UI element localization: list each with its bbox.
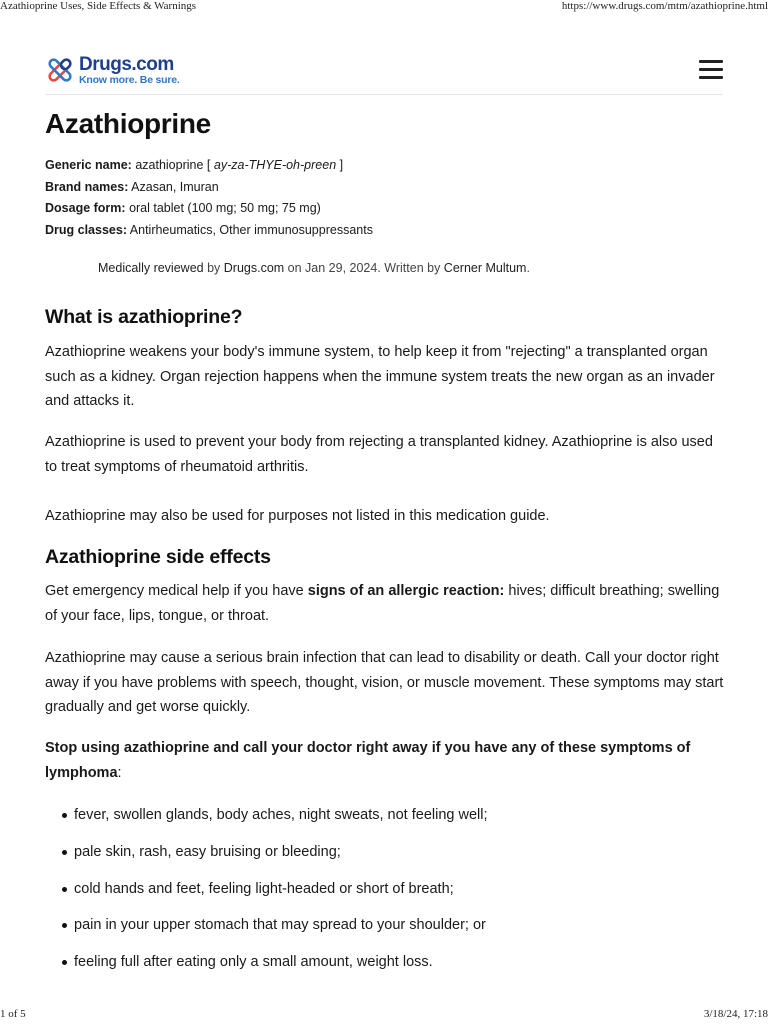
writer-link[interactable]: Cerner Multum	[443, 261, 527, 275]
drug-classes-label: Drug classes:	[45, 222, 127, 237]
lymphoma-symptom-list	[62, 803, 488, 987]
generic-name-label: Generic name:	[45, 158, 132, 172]
medical-review-note	[98, 261, 530, 275]
drug-classes-row	[45, 220, 373, 242]
list-item: fever, swollen glands, body aches, night sweats, not feeling well;	[62, 803, 488, 828]
review-suffix: .	[526, 261, 530, 275]
logo-tagline: Know more. Be sure.	[79, 73, 180, 86]
page-title: Azathioprine	[45, 108, 211, 139]
reviewer-link[interactable]: Drugs.com	[223, 261, 285, 275]
list-item: pale skin, rash, easy bruising or bleeding;	[62, 840, 488, 865]
page-number: 1 of 5	[0, 1008, 26, 1020]
dosage-form-value: oral tablet (100 mg; 50 mg; 75 mg)	[129, 201, 321, 215]
drug-facts	[45, 155, 373, 241]
drugs-com-logo[interactable]	[45, 54, 180, 86]
brand-names-label: Brand names:	[45, 179, 129, 194]
side-effects-heading: Azathioprine side effects	[45, 546, 271, 568]
what-is-paragraph-3: Azathioprine may also be used for purposes not listed in this medication guide.	[45, 508, 550, 524]
print-url: https://www.drugs.com/mtm/azathioprine.html	[561, 0, 768, 12]
side-effects-paragraph-2: Azathioprine may cause a serious brain infection that can lead to disability or death. Call your doctor right away if you have problems with speech, thought, vision, or muscle movement. These symptoms may start gradually and get worse quickly.	[45, 650, 724, 715]
side-effects-paragraph-1	[45, 579, 725, 628]
review-prefix[interactable]: Medically reviewed	[98, 261, 204, 275]
lymphoma-warning-bold: Stop using azathioprine and call your doctor right away if you have any of these symptoms of lymphoma	[45, 740, 691, 781]
what-is-paragraph-1: Azathioprine weakens your body's immune system, to help keep it from "rejecting" a transplanted organ such as a kidney. Organ rejection happens when the immune system treats the new organ as an invader and attacks it.	[45, 344, 715, 409]
site-header	[45, 50, 723, 95]
allergy-text-post: hives; difficult breathing; swelling of your face, lips, tongue, or throat.	[45, 583, 720, 624]
logo-pill-icon	[45, 55, 75, 85]
print-header	[0, 0, 768, 12]
brand-names-value[interactable]: Azasan, Imuran	[131, 179, 219, 194]
dosage-form-label: Dosage form:	[45, 201, 126, 215]
side-effects-paragraph-3	[45, 736, 725, 785]
what-is-heading: What is azathioprine?	[45, 306, 243, 328]
lymphoma-warning-post: :	[117, 764, 122, 781]
list-item: pain in your upper stomach that may spread to your shoulder; or	[62, 913, 488, 938]
hamburger-menu-icon[interactable]	[699, 60, 723, 80]
brand-names-row	[45, 177, 373, 199]
drug-classes-value[interactable]: Antirheumatics, Other immunosuppressants	[129, 222, 373, 237]
review-date: on Jan 29, 2024. Written by	[284, 261, 444, 275]
generic-name-close: ]	[339, 158, 344, 172]
print-footer	[0, 1008, 768, 1020]
list-item: feeling full after eating only a small amount, weight loss.	[62, 950, 488, 975]
what-is-paragraph-2: Azathioprine is used to prevent your body from rejecting a transplanted kidney. Azathioprine is also used to treat symptoms of rheumatoid arthritis.	[45, 434, 713, 475]
generic-name-row	[45, 155, 373, 177]
allergy-text-pre: Get emergency medical help if you have	[45, 583, 308, 599]
list-item: cold hands and feet, feeling light-headed or short of breath;	[62, 877, 488, 902]
logo-name: Drugs.com	[79, 53, 174, 75]
print-title: Azathioprine Uses, Side Effects & Warnings	[0, 0, 197, 12]
print-timestamp: 3/18/24, 17:18	[703, 1008, 768, 1020]
review-by: by	[203, 261, 224, 275]
generic-name-value: azathioprine [	[135, 158, 211, 172]
dosage-form-row	[45, 198, 373, 220]
allergy-text-bold: signs of an allergic reaction:	[307, 583, 505, 599]
pronunciation: ay-za-THYE-oh-preen	[213, 158, 337, 172]
